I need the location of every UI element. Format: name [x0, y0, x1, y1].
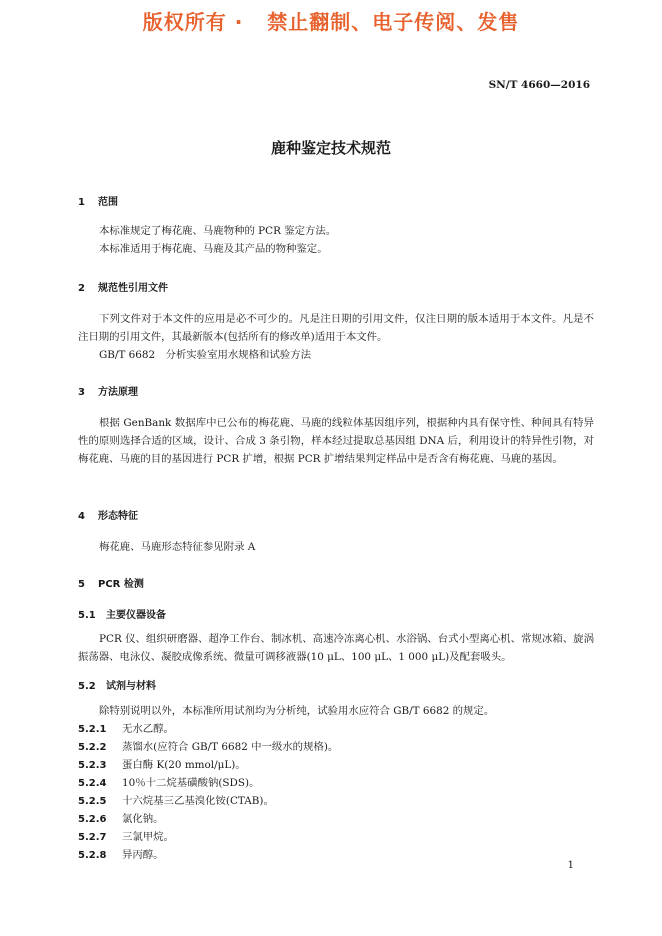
- copyright-watermark: 版权所有 · 禁止翻制、电子传阅、发售: [142, 10, 520, 34]
- item-number: 5.2.7: [78, 832, 107, 843]
- item-text: 十六烷基三乙基溴化铵(CTAB)。: [122, 795, 274, 807]
- section-5-heading: [78, 575, 144, 590]
- item-text: 蒸馏水(应符合 GB/T 6682 中一级水的规格)。: [122, 741, 339, 753]
- list-item: [78, 738, 338, 757]
- item-text: 无水乙醇。: [122, 723, 174, 735]
- item-number: 5.2.6: [78, 814, 107, 825]
- section-number: 3: [78, 387, 85, 398]
- list-item: [78, 756, 246, 775]
- normative-reference: GB/T 6682 分析实验室用水规格和试验方法: [99, 349, 311, 361]
- item-number: 5.2.4: [78, 778, 107, 789]
- section-1-heading: [78, 193, 118, 208]
- item-number: 5.2.5: [78, 796, 107, 807]
- section-title: 范围: [98, 197, 118, 208]
- item-number: 5.2.8: [78, 850, 107, 861]
- item-text: 氯化钠。: [122, 813, 164, 825]
- list-item: [78, 846, 164, 865]
- section-5-2-heading: [78, 677, 156, 692]
- paragraph: 根据 GenBank 数据库中已公布的梅花鹿、马鹿的线粒体基因组序列，根据种内具有保守性、种间具有特异性的原则选择合适的区域，设计、合成 3 条引物，样本经过提取总基因组 DNA 后，利用设计的特异性引物，对梅花鹿、马鹿的目的基因进行 PCR 扩增，根据 PCR 扩增结果判定样品中是否含有梅花鹿、马鹿的基因。: [78, 417, 594, 465]
- section-3-heading: [78, 383, 138, 398]
- section-number: 5.2: [78, 681, 96, 692]
- section-number: 1: [78, 197, 85, 208]
- list-item: [78, 774, 259, 793]
- item-text: 异丙醇。: [122, 849, 164, 861]
- standard-code: SN/T 4660—2016: [488, 79, 590, 91]
- section-title: 试剂与材料: [106, 681, 156, 692]
- section-title: PCR 检测: [98, 579, 144, 590]
- section-title: 规范性引用文件: [98, 283, 168, 294]
- page-number: 1: [567, 860, 574, 871]
- section-title: 方法原理: [98, 387, 138, 398]
- list-item: [78, 720, 174, 739]
- item-text: 蛋白酶 K(20 mmol/μL)。: [122, 759, 246, 771]
- paragraph: PCR 仪、组织研磨器、超净工作台、制冰机、高速冷冻离心机、水浴锅、台式小型离心机、常规冰箱、旋涡振荡器、电泳仪、凝胶成像系统、微量可调移液器(10 μL、100 μL、1 000 μL)及配套吸头。: [78, 633, 594, 663]
- document-title: 鹿种鉴定技术规范: [270, 139, 391, 157]
- item-text: 三氯甲烷。: [122, 831, 174, 843]
- section-number: 5.1: [78, 610, 96, 621]
- paragraph: 下列文件对于本文件的应用是必不可少的。凡是注日期的引用文件，仅注日期的版本适用于本文件。凡是不注日期的引用文件，其最新版本(包括所有的修改单)适用于本文件。: [78, 313, 594, 343]
- section-title: 形态特征: [98, 511, 138, 522]
- paragraph: 除特别说明以外，本标准所用试剂均为分析纯，试验用水应符合 GB/T 6682 的规定。: [99, 705, 495, 717]
- paragraph: 本标准适用于梅花鹿、马鹿及其产品的物种鉴定。: [99, 243, 328, 255]
- paragraph: 本标准规定了梅花鹿、马鹿物种的 PCR 鉴定方法。: [99, 225, 337, 237]
- list-item: [78, 792, 274, 811]
- item-number: 5.2.3: [78, 760, 107, 771]
- section-4-heading: [78, 507, 138, 522]
- section-title: 主要仪器设备: [106, 610, 166, 621]
- section-number: 2: [78, 283, 85, 294]
- paragraph: 梅花鹿、马鹿形态特征参见附录 A: [99, 541, 256, 553]
- section-number: 5: [78, 579, 85, 590]
- item-number: 5.2.1: [78, 724, 107, 735]
- list-item: [78, 828, 174, 847]
- section-2-heading: [78, 279, 168, 294]
- list-item: [78, 810, 164, 829]
- section-number: 4: [78, 511, 85, 522]
- section-5-1-heading: [78, 606, 166, 621]
- item-number: 5.2.2: [78, 742, 107, 753]
- item-text: 10％十二烷基磺酸钠(SDS)。: [122, 777, 260, 789]
